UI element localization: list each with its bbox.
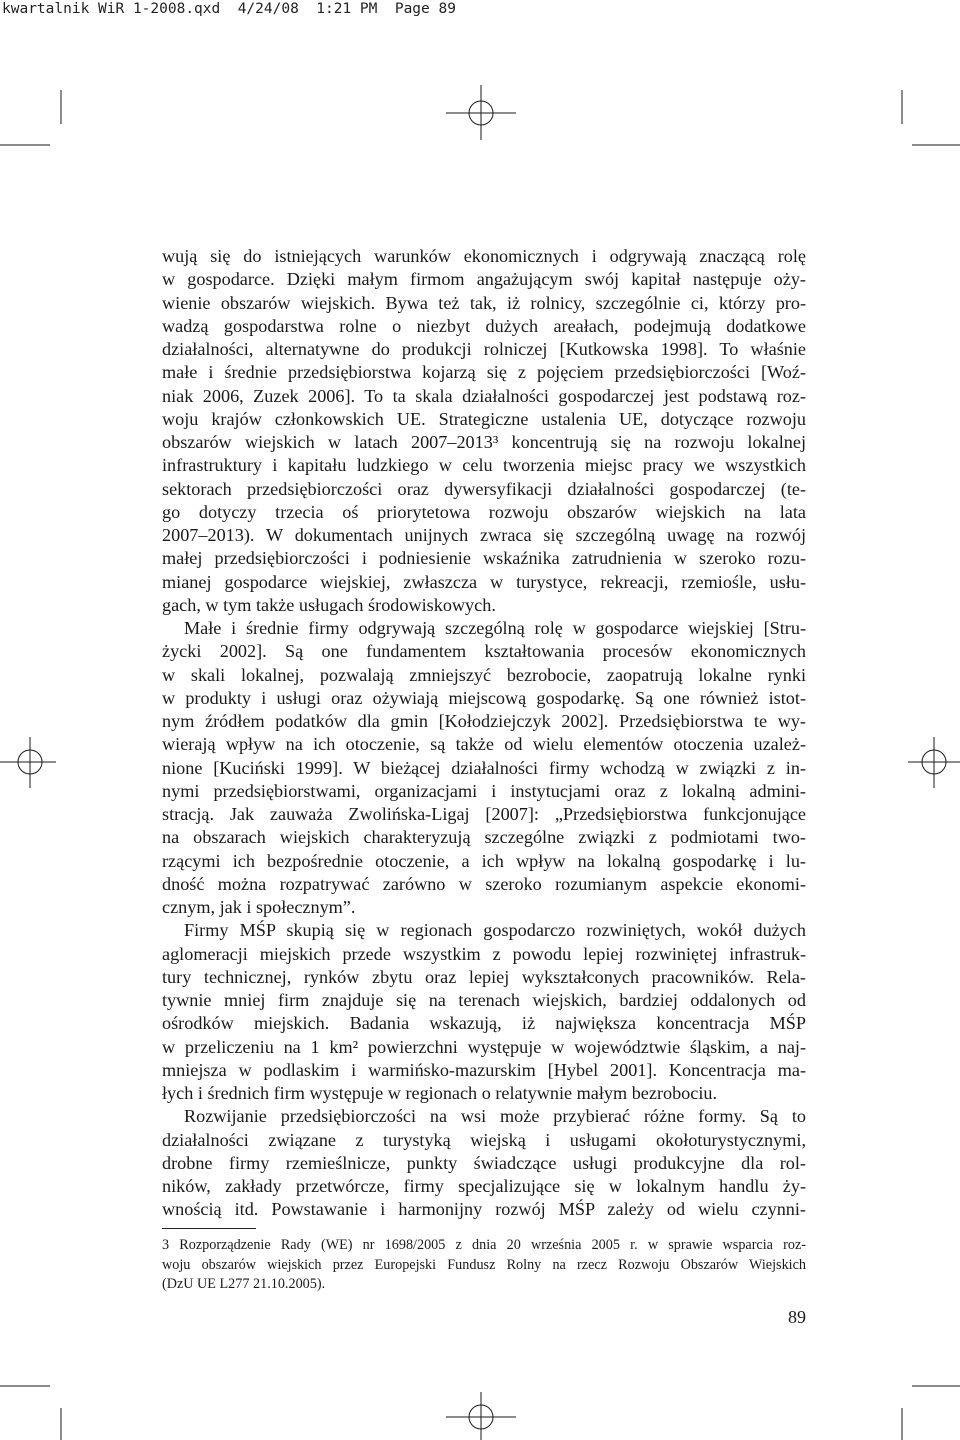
footnote-line: (DzU UE L277 21.10.2005). (162, 1276, 326, 1292)
paragraph-start-line: Firmy MŚP skupią się w regionach gospodarczo rozwiniętych, wokół dużych (184, 920, 806, 941)
footnote-line: woju obszarów wiejskich przez Europejski Fundusz Rolny na rzecz Rozwoju Obszarów Wiejskich (162, 1256, 806, 1273)
body-line: aglomeracji miejskich przede wszystkim z powodu lepiej rozwiniętej infrastruk- (162, 943, 806, 964)
body-line: 2007–2013). W dokumentach unijnych zwraca się szczególną uwagę na rozwój (162, 525, 806, 545)
body-line: małej przedsiębiorczości i podniesienie wskaźnika zatrudnienia w szeroko rozu- (162, 548, 806, 569)
registration-target-bottom (446, 1392, 516, 1440)
body-line: nym źródłem podatków dla gmin [Kołodziejczyk 2002]. Przedsiębiorstwa te wy- (162, 711, 806, 731)
print-slug-header: kwartalnik WiR 1-2008.qxd 4/24/08 1:21 PM Page 89 (2, 1, 456, 17)
body-line: na obszarach wiejskich charakteryzują szczególne związki z podmiotami two- (162, 827, 806, 848)
paragraph-end-line: cznym, jak i społecznym”. (162, 897, 356, 917)
registration-target-right (908, 737, 960, 788)
paragraph-start-line: Rozwijanie przedsiębiorczości na wsi może przybierać różne formy. Są to (184, 1106, 806, 1127)
body-line: tury technicznej, rynków zbytu oraz lepiej wykształconych pracowników. Rela- (162, 966, 806, 987)
paragraph-start-line: Małe i średnie firmy odgrywają szczególną rolę w gospodarce wiejskiej [Stru- (184, 618, 806, 638)
body-line: w przeliczeniu na 1 km² powierzchni występuje w województwie śląskim, a naj- (162, 1036, 806, 1057)
body-line: w gospodarce. Dzięki małym firmom angażującym swój kapitał następuje oży- (162, 269, 806, 290)
body-line: nione [Kuciński 1999]. W bieżącej działalności firmy wchodzą w związki z in- (162, 757, 806, 778)
body-line: ośrodków miejskich. Badania wskazują, iż największa koncentracja MŚP (162, 1013, 806, 1034)
body-text (162, 245, 806, 1222)
body-line: infrastruktury i kapitału ludzkiego w celu tworzenia miejsc pracy we wszystkich (162, 455, 806, 476)
body-line: wadzą gospodarstwa rolne o niezbyt dużych areałach, podejmują dodatkowe (162, 315, 806, 336)
body-line: w skali lokalnej, pozwalają zmniejszyć bezrobocie, zaopatrują lokalne rynki (162, 664, 806, 685)
body-line: stracją. Jak zauważa Zwolińska-Ligaj [2007]: „Przedsiębiorstwa funkcjonujące (162, 804, 806, 824)
body-line: mniejsza w podlaskim i warmińsko-mazurskim [Hybel 2001]. Koncentracja ma- (162, 1059, 806, 1080)
body-line: drobne firmy rzemieślnicze, punkty świadczące usługi produkcyjne dla rol- (162, 1152, 806, 1173)
body-line: wienie obszarów wiejskich. Bywa też tak, iż rolnicy, szczególnie ci, którzy pro- (162, 292, 806, 313)
paragraph-end-line: łych i średnich firm występuje w regionach o relatywnie małym bezrobociu. (162, 1083, 718, 1103)
body-line: wnością itd. Powstawanie i harmonijny rozwój MŚP zależy od wielu czynni- (162, 1199, 806, 1220)
registration-target-left (0, 737, 56, 788)
footnote-line: 3 Rozporządzenie Rady (WE) nr 1698/2005 z dnia 20 września 2005 r. w sprawie wsparcia roz- (162, 1237, 806, 1253)
body-line: go dotyczy trzecia oś priorytetowa rozwoju obszarów wiejskich na lata (162, 501, 806, 522)
body-line: obszarów wiejskich w latach 2007–2013³ koncentrują się na rozwoju lokalnej (162, 432, 806, 452)
footnote (162, 1236, 806, 1295)
body-line: małe i średnie przedsiębiorstwa kojarzą się z pojęciem przedsiębiorczości [Woź- (162, 362, 806, 383)
body-line: działalności związane z turystyką wiejską i usługami okołoturystycznymi, (162, 1129, 806, 1150)
body-line: ników, zakłady przetwórcze, firmy specjalizujące się w lokalnym handlu ży- (162, 1176, 806, 1196)
paragraph-end-line: gach, w tym także usługach środowiskowych. (162, 594, 496, 615)
body-line: tywnie mniej firm znajduje się na terenach wiejskich, bardziej oddalonych od (162, 990, 806, 1010)
body-line: w produkty i usługi oraz ożywiają miejscową gospodarkę. Są one również istot- (162, 687, 806, 708)
body-line: wierają wpływ na ich otoczenie, są także od wielu elementów otoczenia uzależ- (162, 734, 806, 755)
body-line: mianej gospodarce wiejskiej, zwłaszcza w turystyce, rekreacji, rzemiośle, usłu- (162, 571, 806, 592)
body-line: działalności, alternatywne do produkcji rolniczej [Kutkowska 1998]. To właśnie (162, 339, 806, 359)
body-line: nymi przedsiębiorstwami, organizacjami i instytucjami oraz z lokalną admini- (162, 780, 806, 801)
body-line: niak 2006, Zuzek 2006]. To ta skala działalności gospodarczej jest podstawą roz- (162, 385, 806, 406)
body-line: wują się do istniejących warunków ekonomicznych i odgrywają znaczącą rolę (162, 246, 806, 266)
body-line: sektorach przedsiębiorczości oraz dywersyfikacji działalności gospodarczej (te- (162, 478, 806, 499)
body-line: rzącymi ich bezpośrednie otoczenie, a ich wpływ na lokalną gospodarkę i lu- (162, 850, 806, 871)
body-line: życki 2002]. Są one fundamentem kształtowania procesów ekonomicznych (162, 641, 806, 662)
footnote-separator (162, 1228, 256, 1229)
body-line: woju krajów członkowskich UE. Strategiczne ustalenia UE, dotyczące rozwoju (162, 408, 806, 429)
page-number: 89 (788, 1307, 806, 1327)
body-line: dność można rozpatrywać zarówno w szeroko rozumianym aspekcie ekonomi- (162, 873, 806, 894)
registration-target-top (446, 85, 516, 140)
